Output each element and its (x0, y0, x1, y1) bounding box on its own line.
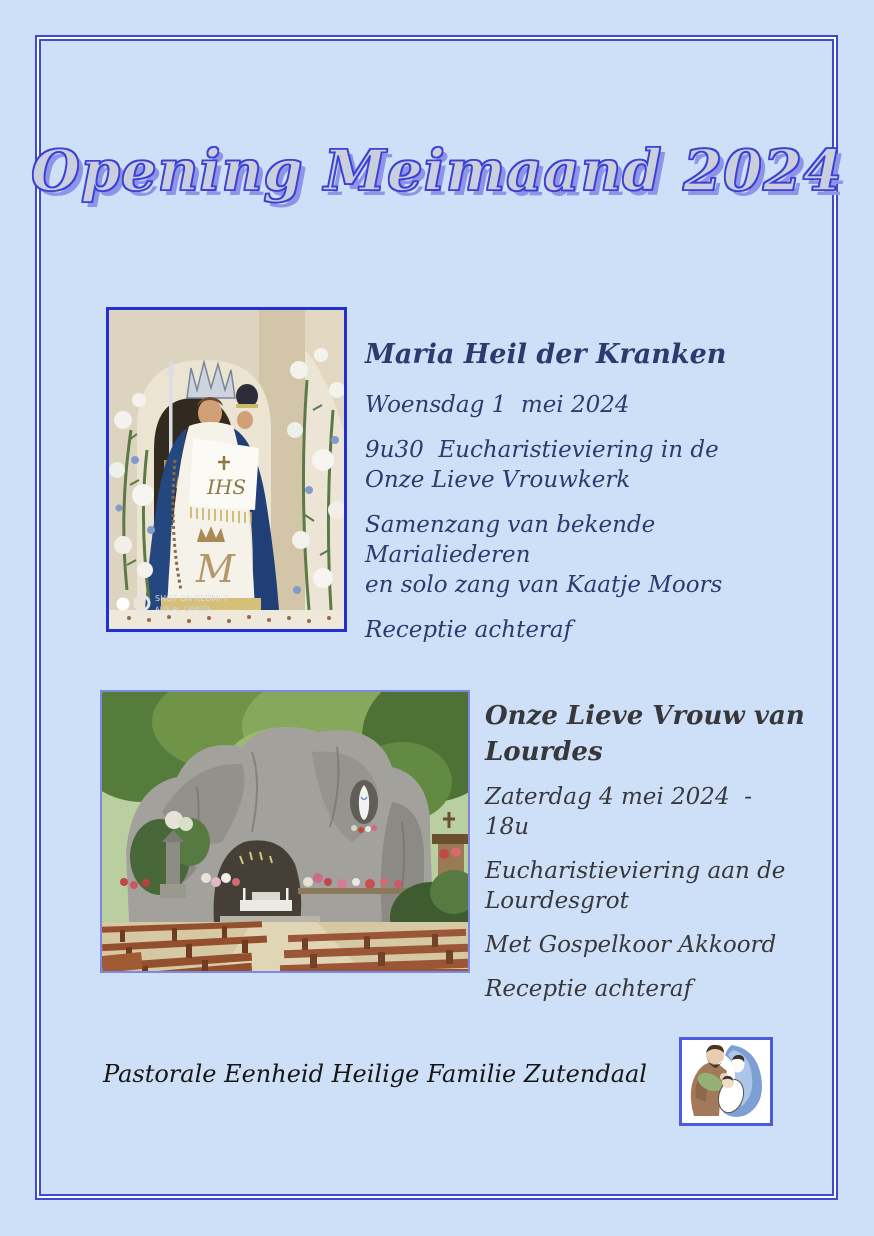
section-lourdes-paragraph-2: Eucharistieviering aan de Lourdesgrot (485, 858, 786, 914)
holy-family-illustration (682, 1040, 770, 1123)
maria-statue-illustration (109, 310, 344, 629)
section-maria-heading: Maria Heil der Kranken (365, 339, 727, 370)
holy-family-logo (679, 1037, 773, 1126)
section-lourdes-paragraph-3: Met Gospelkoor Akkoord (485, 932, 777, 958)
m-monogram-text: M (196, 547, 235, 591)
watermark-dot-icon (117, 598, 130, 611)
lourdes-grotto-photo (100, 690, 470, 973)
section-maria-text (365, 338, 795, 660)
section-lourdes-text (485, 698, 805, 1018)
footer-organisation-text: Pastorale Eenheid Heilige Familie Zutendaal (103, 1060, 647, 1088)
maria-statue-photo (106, 307, 347, 632)
watermark-line1: SHOT ON REDMI 7 (155, 594, 229, 603)
poster-title: Opening Meimaand 2024 (31, 138, 843, 204)
section-lourdes-heading: Onze Lieve Vrouw van Lourdes (485, 701, 805, 767)
section-lourdes-paragraph-1: Zaterdag 4 mei 2024 - 18u (485, 784, 774, 840)
section-maria-paragraph-3: Samenzang van bekende Marialiederen en solo zang van Kaatje Moors (365, 512, 723, 598)
watermark-line2: AI DUAL CAMERA (155, 605, 211, 613)
lourdes-grotto-illustration (102, 692, 468, 971)
section-maria-paragraph-2: 9u30 Eucharistieviering in de Onze Lieve Vrouwkerk (365, 437, 719, 493)
section-maria-paragraph-4: Receptie achteraf (365, 617, 573, 643)
section-lourdes-paragraph-4: Receptie achteraf (485, 976, 693, 1002)
ihs-embroidery-text: IHS (207, 475, 247, 499)
section-maria-paragraph-1: Woensdag 1 mei 2024 (365, 392, 630, 418)
